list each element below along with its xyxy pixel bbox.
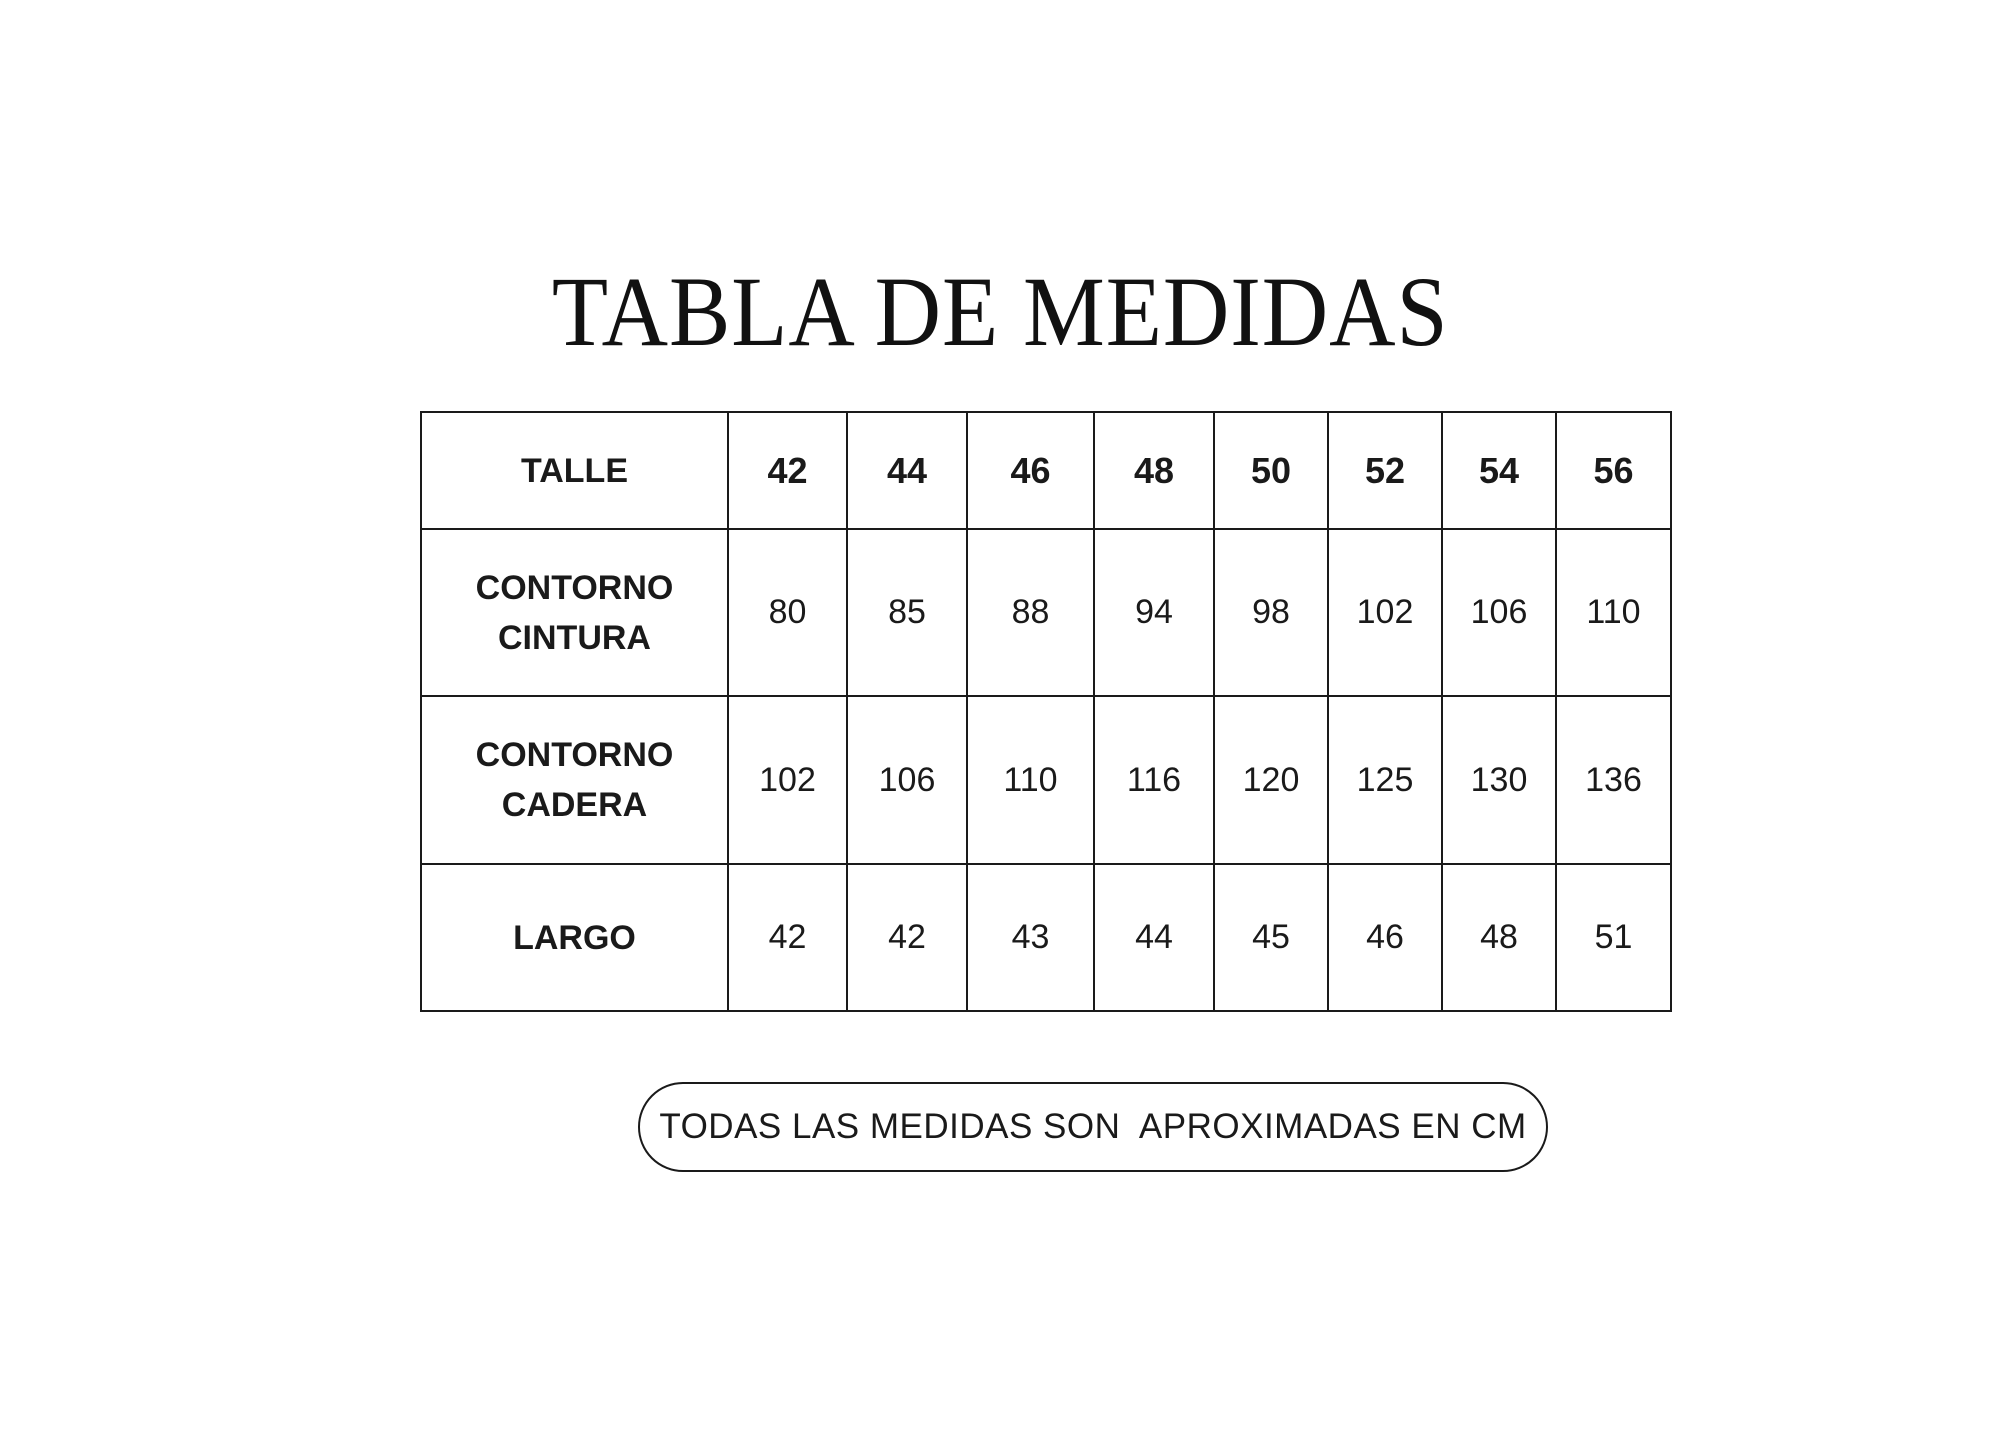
value-cell: 110 <box>1556 529 1671 696</box>
size-header-cell: 56 <box>1556 412 1671 529</box>
table-row-largo <box>421 864 1671 1011</box>
measurement-note: TODAS LAS MEDIDAS SON APROXIMADAS EN CM <box>638 1082 1548 1172</box>
value-cell: 44 <box>1094 864 1214 1011</box>
value-cell: 130 <box>1442 696 1556 864</box>
row-label-line: CINTURA <box>498 618 651 657</box>
size-header-cell: 52 <box>1328 412 1442 529</box>
size-header-cell: 44 <box>847 412 967 529</box>
value-cell: 106 <box>1442 529 1556 696</box>
value-cell: 120 <box>1214 696 1328 864</box>
size-table-container <box>420 411 1670 1012</box>
row-label-line: CONTORNO <box>475 736 674 774</box>
value-cell: 110 <box>967 696 1094 864</box>
table-row-cadera <box>421 696 1671 864</box>
value-cell: 125 <box>1328 696 1442 864</box>
value-cell: 80 <box>728 529 847 696</box>
row-label-cell <box>421 696 728 864</box>
table-header-row <box>421 412 1671 529</box>
value-cell: 51 <box>1556 864 1671 1011</box>
size-header-cell: 50 <box>1214 412 1328 529</box>
value-cell: 136 <box>1556 696 1671 864</box>
value-cell: 42 <box>847 864 967 1011</box>
row-label-line: CONTORNO <box>475 568 674 607</box>
talle-header-cell: TALLE <box>421 412 728 529</box>
row-label-line: LARGO <box>513 918 636 957</box>
size-header-cell: 46 <box>967 412 1094 529</box>
value-cell: 94 <box>1094 529 1214 696</box>
size-header-cell: 54 <box>1442 412 1556 529</box>
value-cell: 102 <box>1328 529 1442 696</box>
table-row-cintura <box>421 529 1671 696</box>
row-label-cell <box>421 529 728 696</box>
value-cell: 98 <box>1214 529 1328 696</box>
value-cell: 88 <box>967 529 1094 696</box>
row-label-line: CADERA <box>501 786 648 824</box>
value-cell: 42 <box>728 864 847 1011</box>
row-label-cell <box>421 864 728 1011</box>
page-title: TABLA DE MEDIDAS <box>551 256 1449 367</box>
value-cell: 46 <box>1328 864 1442 1011</box>
value-cell: 85 <box>847 529 967 696</box>
value-cell: 43 <box>967 864 1094 1011</box>
value-cell: 106 <box>847 696 967 864</box>
size-table <box>420 411 1672 1012</box>
value-cell: 48 <box>1442 864 1556 1011</box>
value-cell: 45 <box>1214 864 1328 1011</box>
value-cell: 102 <box>728 696 847 864</box>
value-cell: 116 <box>1094 696 1214 864</box>
size-header-cell: 42 <box>728 412 847 529</box>
size-header-cell: 48 <box>1094 412 1214 529</box>
